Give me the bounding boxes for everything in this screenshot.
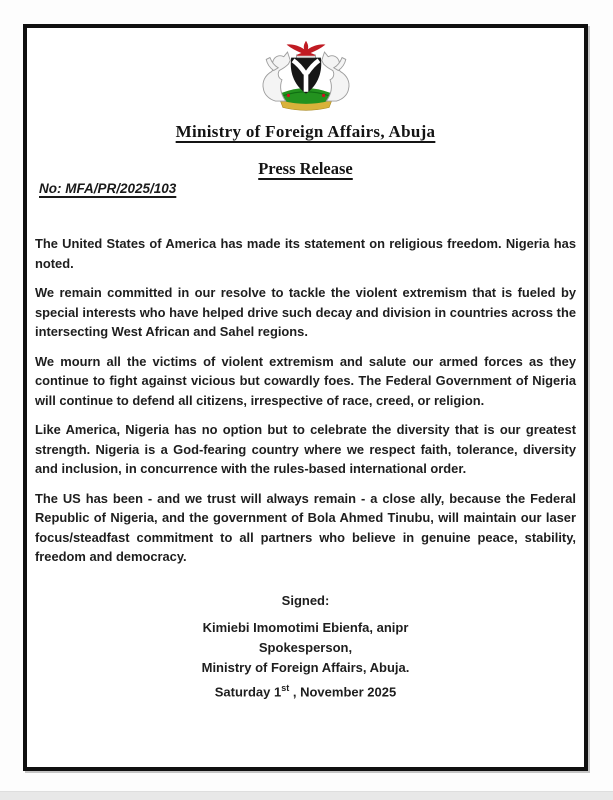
date-ordinal: st (281, 682, 290, 693)
reference-number: No: MFA/PR/2025/103 (39, 181, 177, 196)
nigeria-coat-of-arms-icon (250, 40, 362, 114)
signature-date (35, 678, 576, 702)
body-paragraph: The United States of America has made its statement on religious freedom. Nigeria has noted. (35, 236, 576, 271)
signatory-role: Spokesperson, (258, 639, 353, 655)
body-paragraph: We remain committed in our resolve to tackle the violent extremism that is fueled by special interests who have helped drive such decay and division in countries across the intersecting West African and Sahel regions. (35, 285, 576, 339)
scan-edge-band (0, 791, 613, 800)
press-release-heading: Press Release (258, 159, 353, 178)
press-release-body (35, 234, 576, 567)
signatory-name: Kimiebi Imomotimi Ebienfa, anipr (202, 619, 409, 635)
body-paragraph: Like America, Nigeria has no option but to celebrate the diversity that is our greatest strength. Nigeria is a God-fearing country where we respect faith, tolerance, diversity and inclusion, in concurrence with the rules-based international order. (35, 422, 576, 476)
ministry-title: Ministry of Foreign Affairs, Abuja (175, 122, 436, 141)
date-suffix: , November 2025 (289, 683, 397, 699)
signed-label: Signed: (281, 592, 330, 608)
date-prefix: Saturday 1 (214, 683, 282, 699)
document-page (23, 24, 588, 771)
signature-block (35, 618, 576, 702)
emblem-container (35, 40, 576, 119)
signatory-organization: Ministry of Foreign Affairs, Abuja. (201, 659, 410, 675)
body-paragraph: The US has been - and we trust will always remain - a close ally, because the Federal Republic of Nigeria, and the government of Bola Ahmed Tinubu, will maintain our laser focus/steadfast commitment to all partners who believe in genuine peace, stability, freedom and democracy. (35, 490, 576, 564)
body-paragraph: We mourn all the victims of violent extremism and salute our armed forces as they continue to fight against vicious but cowardly foes. The Federal Government of Nigeria will continue to defend all citizens, irrespective of race, creed, or religion. (35, 353, 576, 408)
